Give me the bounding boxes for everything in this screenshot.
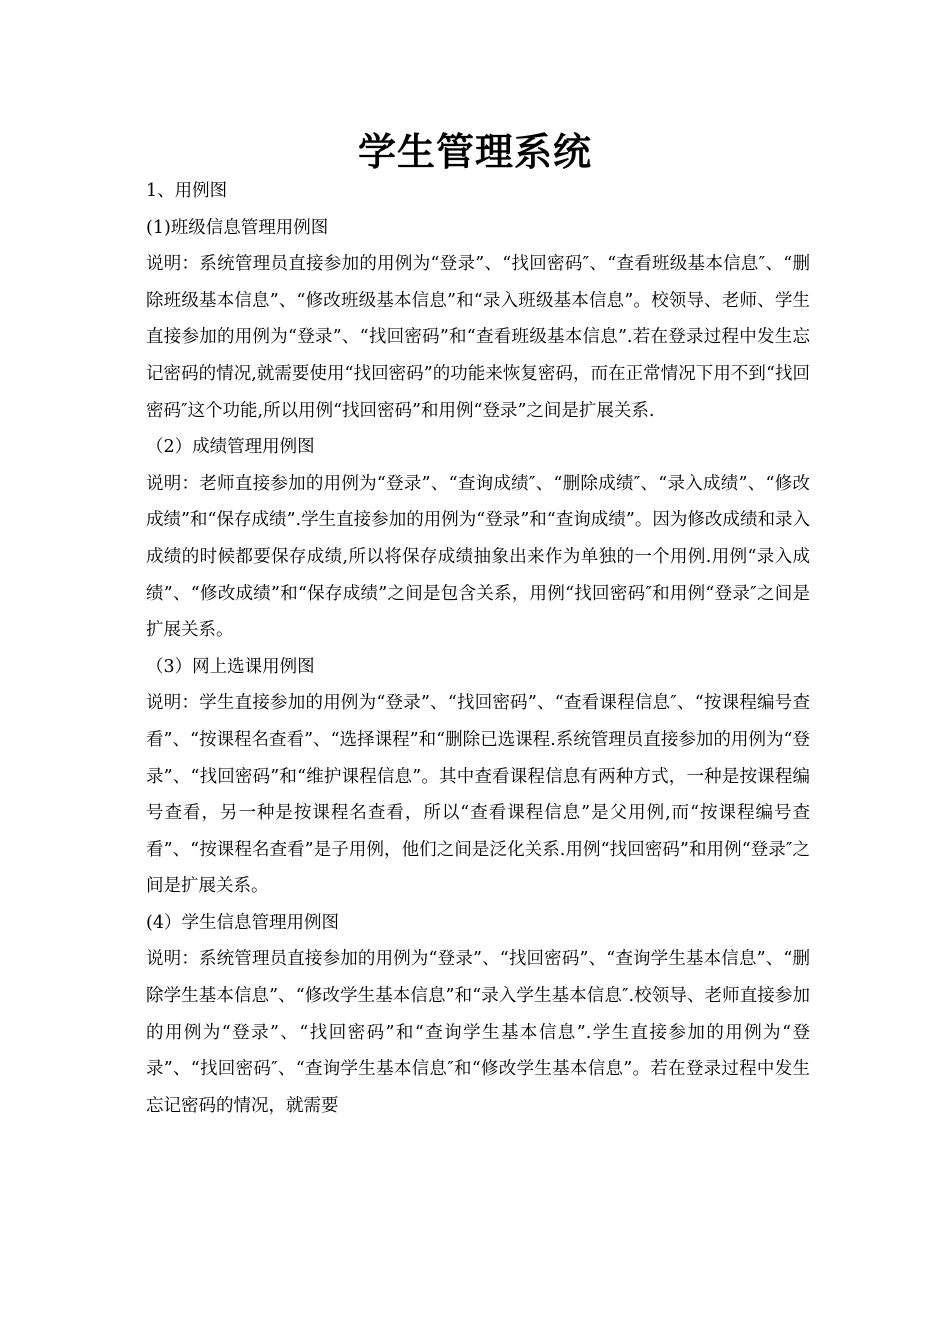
section-paragraph: 说明：学生直接参加的用例为“登录”、“找回密码”、“查看课程信息″、“按课程编号查看”、“按课程名查看”、“选择课程”和“删除已选课程.系统管理员直接参加的用例为“登录”、“找回密码”和“维护课程信息”。其中查看课程信息有两种方式，一种是按课程编号查看，另一种是按课程名查看，所以“查看课程信息”是父用例,而“按课程编号查看”、“按课程名查看”是子用例，他们之间是泛化关系.用例“找回密码”和用例“登录″之间是扩展关系。 (146, 693, 810, 897)
section-heading: （3）网上选课用例图 (146, 656, 315, 677)
document-body (146, 173, 810, 1124)
section-paragraph: 说明：系统管理员直接参加的用例为“登录”、“找回密码″、“查看班级基本信息″、“删除班级基本信息”、“修改班级基本信息”和“录入班级基本信息”。校领导、老师、学生直接参加的用例为“登录”、“找回密码”和“查看班级基本信息”.若在登录过程中发生忘记密码的情况,就需要使用“找回密码”的功能来恢复密码，而在正常情况下用不到“找回密码″这个功能,所以用例“找回密码”和用例“登录”之间是扩展关系. (146, 254, 810, 421)
section-paragraph: 说明：老师直接参加的用例为“登录”、“查询成绩″、“删除成绩″、“录入成绩”、“修改成绩”和“保存成绩”.学生直接参加的用例为“登录”和“查询成绩”。因为修改成绩和录入成绩的时候都要保存成绩,所以将保存成绩抽象出来作为单独的一个用例.用例“录入成绩”、“修改成绩”和“保存成绩”之间是包含关系，用例“找回密码″和用例“登录″之间是扩展关系。 (146, 473, 810, 641)
section-heading: 1、用例图 (146, 181, 228, 201)
section-heading: (1)班级信息管理用例图 (146, 217, 329, 238)
section-paragraph: 说明：系统管理员直接参加的用例为“登录”、“找回密码”、“查询学生基本信息”、“删除学生基本信息”、“修改学生基本信息”和“录入学生基本信息″.校领导、老师直接参加的用例为“登录”、“找回密码”和“查询学生基本信息”.学生直接参加的用例为“登录”、“找回密码″、“查询学生基本信息″和“修改学生基本信息”。若在登录过程中发生忘记密码的情况，就需要 (146, 949, 810, 1116)
section-heading: （2）成绩管理用例图 (146, 437, 315, 458)
section-heading: (4）学生信息管理用例图 (146, 912, 339, 933)
document-title: 学生管理系统 (357, 129, 592, 174)
